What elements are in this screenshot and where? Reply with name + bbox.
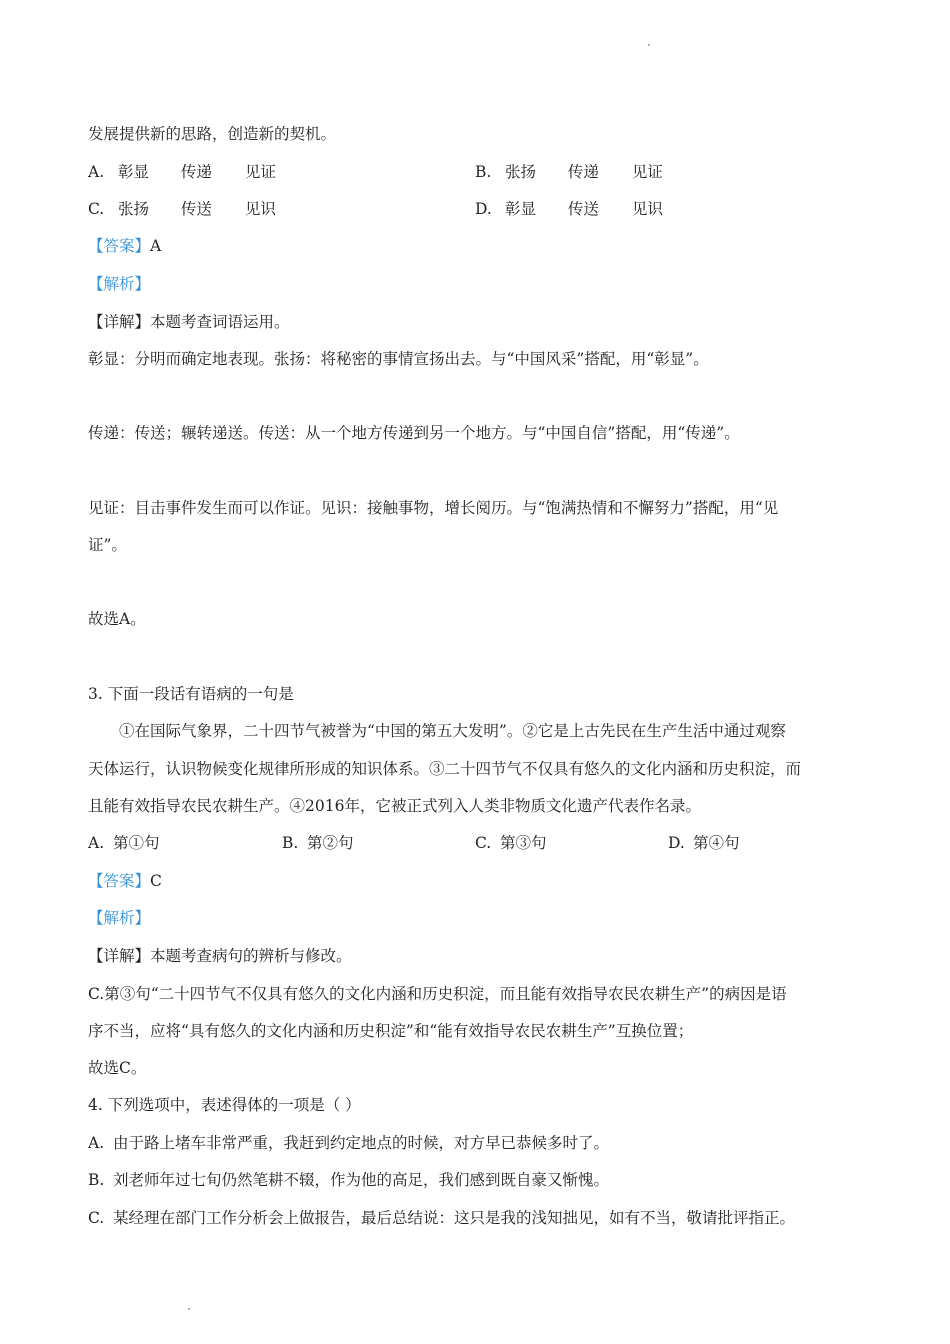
- q3-option-a-text: 第①句: [113, 834, 160, 852]
- q2-option-b-word1: 张扬: [504, 163, 536, 181]
- q2-conclusion: 故选A。: [88, 610, 146, 628]
- q2-answer: [88, 236, 161, 256]
- q2-detail: [88, 312, 290, 332]
- q3-detail-tag: 【详解】: [88, 947, 151, 965]
- q2-option-a-word2: 传递: [180, 163, 212, 181]
- q4-option-c-text: 某经理在部门工作分析会上做报告，最后总结说：这只是我的浅知拙见，如有不当，敬请批评指正。: [113, 1209, 796, 1227]
- q2-detail-tag: 【详解】: [88, 313, 151, 331]
- q2-answer-value: A: [150, 237, 162, 255]
- q3-option-b: [282, 833, 354, 853]
- q3-option-d-letter: D.: [668, 834, 685, 852]
- q2-option-a-word3: 见证: [244, 163, 276, 181]
- q3-answer-tag: 【答案】: [88, 872, 151, 890]
- q4-option-b: [88, 1170, 609, 1190]
- q3-passage-line1: ①在国际气象界，二十四节气被誉为“中国的第五大发明”。②它是上古先民在生产生活中通过观察: [119, 722, 786, 740]
- q3-detail: [88, 946, 352, 966]
- q2-explain-2: 传递：传送；辗转递送。传送：从一个地方传递到另一个地方。与“中国自信”搭配，用“传递”。: [88, 424, 740, 442]
- q4-option-c: [88, 1208, 795, 1228]
- q2-option-d: [475, 199, 663, 219]
- q2-option-b-letter: B.: [475, 163, 492, 181]
- footer-dot: [188, 1308, 190, 1310]
- q3-option-a-letter: A.: [88, 834, 105, 852]
- q3-passage-line3: 且能有效指导农民农耕生产。④2016年，它被正式列入人类非物质文化遗产代表作名录。: [88, 797, 701, 815]
- q3-answer-value: C: [150, 872, 162, 890]
- q3-option-c-letter: C.: [475, 834, 492, 852]
- q2-option-c-word1: 张扬: [117, 200, 149, 218]
- q4-option-a-letter: A.: [88, 1134, 105, 1152]
- q3-detail-text: 本题考查病句的辨析与修改。: [150, 947, 352, 965]
- q3-analysis-tag: 【解析】: [88, 909, 151, 927]
- q3-option-b-letter: B.: [282, 834, 299, 852]
- q4-option-b-letter: B.: [88, 1171, 105, 1189]
- q3-explain-line1: C.第③句“二十四节气不仅具有悠久的文化内涵和历史积淀，而且能有效指导农民农耕生产”的病因是语: [88, 985, 787, 1003]
- q2-option-a-word1: 彰显: [117, 163, 149, 181]
- q3-option-a: [88, 833, 160, 853]
- q3-explain-line2: 序不当，应将“具有悠久的文化内涵和历史积淀”和“能有效指导农民农耕生产”互换位置；: [88, 1022, 694, 1040]
- q2-explain-3-line2: 证”。: [88, 536, 127, 554]
- q2-continuation: 发展提供新的思路，创造新的契机。: [88, 125, 337, 143]
- q2-option-b-word2: 传递: [567, 163, 599, 181]
- q3-conclusion: 故选C。: [88, 1059, 147, 1077]
- q2-detail-text: 本题考查词语运用。: [150, 313, 290, 331]
- q3-stem: 3. 下面一段话有语病的一句是: [88, 685, 294, 703]
- q2-explain-1: 彰显：分明而确定地表现。张扬：将秘密的事情宣扬出去。与“中国风采”搭配，用“彰显”。: [88, 350, 709, 368]
- q3-option-d-text: 第④句: [693, 834, 740, 852]
- q2-answer-tag: 【答案】: [88, 237, 151, 255]
- q3-option-c-text: 第③句: [500, 834, 547, 852]
- q4-stem: 4. 下列选项中，表述得体的一项是（ ）: [88, 1096, 361, 1114]
- q4-option-c-letter: C.: [88, 1209, 105, 1227]
- q2-option-d-word3: 见识: [631, 200, 663, 218]
- q2-analysis-tag: 【解析】: [88, 275, 151, 293]
- q2-option-b: [475, 162, 663, 182]
- q2-option-c: [88, 199, 276, 219]
- q2-option-d-letter: D.: [475, 200, 492, 218]
- q2-option-d-word2: 传送: [567, 200, 599, 218]
- q2-option-a: [88, 162, 276, 182]
- q4-option-a-text: 由于路上堵车非常严重，我赶到约定地点的时候，对方早已恭候多时了。: [113, 1134, 610, 1152]
- q2-option-b-word3: 见证: [631, 163, 663, 181]
- q4-option-a: [88, 1133, 609, 1153]
- q2-explain-3-line1: 见证：目击事件发生而可以作证。见识：接触事物，增长阅历。与“饱满热情和不懈努力”搭配，用“见: [88, 499, 779, 517]
- q2-option-c-letter: C.: [88, 200, 105, 218]
- q3-passage-line2: 天体运行，认识物候变化规律所形成的知识体系。③二十四节气不仅具有悠久的文化内涵和历史积淀，而: [88, 760, 802, 778]
- q2-option-c-word3: 见识: [244, 200, 276, 218]
- q4-option-b-text: 刘老师年过七旬仍然笔耕不辍，作为他的高足，我们感到既自豪又惭愧。: [113, 1171, 610, 1189]
- q2-option-a-letter: A.: [88, 163, 105, 181]
- q3-option-d: [668, 833, 740, 853]
- q3-option-c: [475, 833, 547, 853]
- q3-option-b-text: 第②句: [307, 834, 354, 852]
- q3-answer: [88, 871, 162, 891]
- header-dot: [648, 44, 650, 46]
- q2-option-c-word2: 传送: [180, 200, 212, 218]
- q2-option-d-word1: 彰显: [504, 200, 536, 218]
